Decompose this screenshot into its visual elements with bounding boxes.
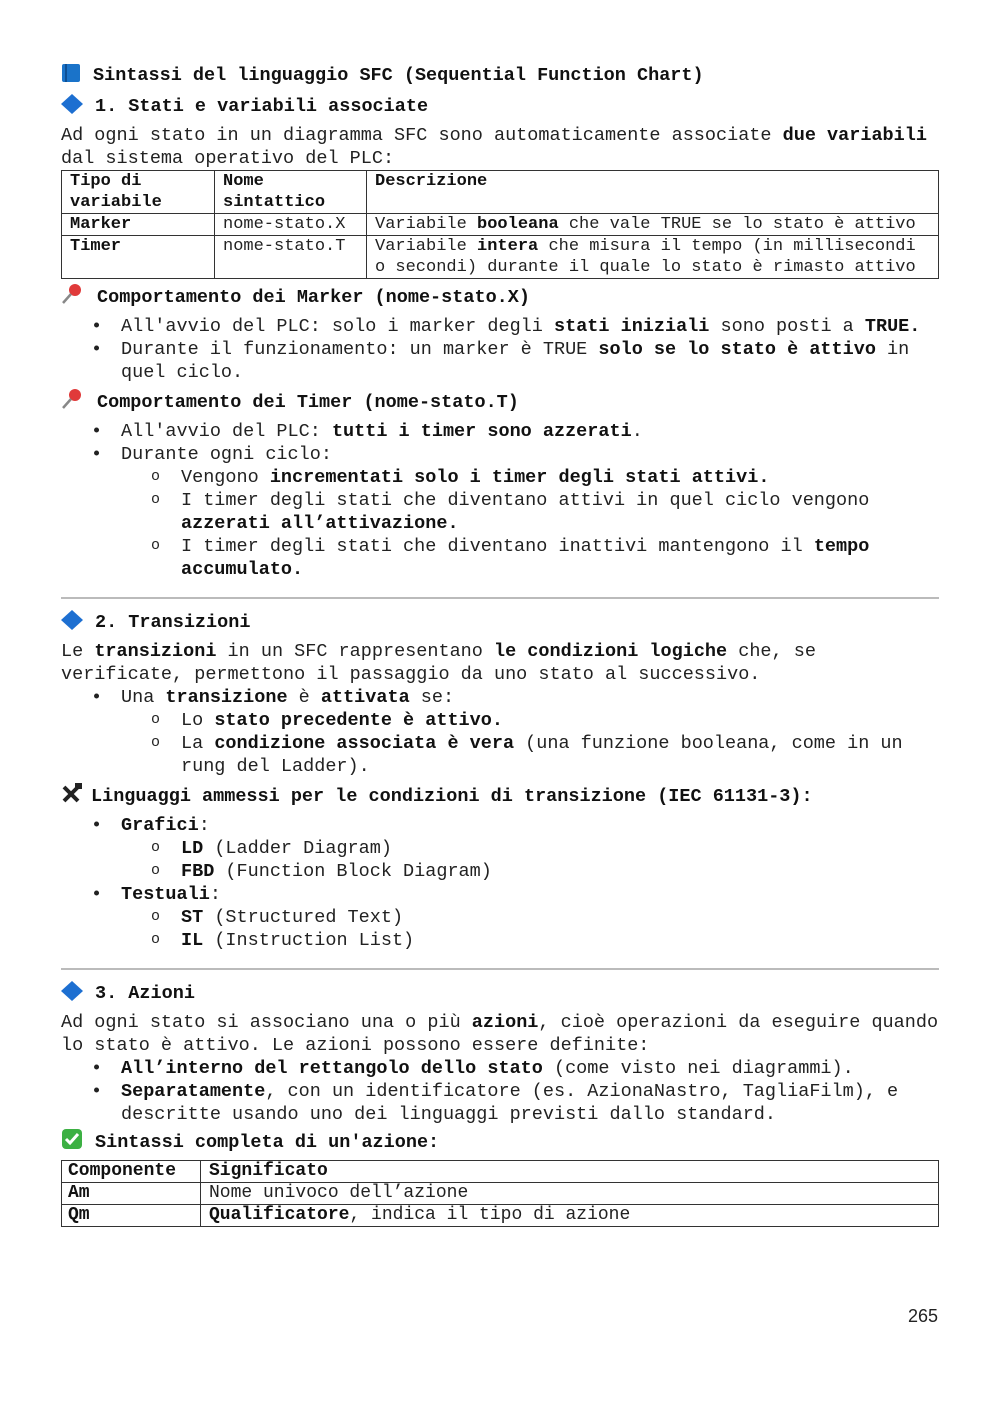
languages-heading: Linguaggi ammessi per le condizioni di transizione (IEC 61131-3):	[61, 782, 939, 814]
table-row	[62, 214, 939, 236]
document-page	[61, 62, 939, 1227]
blue-diamond-icon	[61, 610, 83, 640]
table-cell: Variabile booleana che vale TRUE se lo stato è attivo	[367, 214, 939, 236]
document-title: Sintassi del linguaggio SFC (Sequential Function Chart)	[61, 62, 939, 93]
section-2-intro: Le transizioni in un SFC rappresentano le condizioni logiche che, se verificate, permettono il passaggio da uno stato al successivo.	[61, 641, 816, 685]
list-item: • All'avvio del PLC: solo i marker degli stati iniziali sono posti a TRUE.	[61, 315, 939, 338]
list-item: o Lo stato precedente è attivo.	[61, 709, 939, 732]
list-item: • Durante il funzionamento: un marker è TRUE solo se lo stato è attivo in quel ciclo.	[61, 338, 939, 384]
section-2-heading: 2. Transizioni	[61, 609, 939, 640]
section-divider	[61, 968, 939, 970]
list-item: • Testuali: o ST (Structured Text) o IL (Instruction List)	[61, 883, 939, 952]
list-item: • All'avvio del PLC: tutti i timer sono azzerati.	[61, 420, 939, 443]
table-row	[62, 1183, 939, 1205]
table-header-row	[62, 1161, 939, 1183]
table-header-row	[62, 171, 939, 214]
table-header-cell: Componente	[62, 1161, 201, 1183]
list-item: o Vengono incrementati solo i timer degli stati attivi.	[61, 466, 939, 489]
pushpin-icon	[61, 388, 83, 420]
marker-behaviour-list	[61, 315, 939, 384]
tools-icon	[61, 782, 83, 814]
list-item: o FBD (Function Block Diagram)	[61, 860, 939, 883]
pushpin-icon	[61, 283, 83, 315]
action-syntax-table	[61, 1160, 939, 1227]
table-cell: Timer	[62, 236, 215, 279]
textual-languages-sublist	[121, 906, 939, 952]
table-cell: Am	[62, 1183, 201, 1205]
table-header-cell: Descrizione	[367, 171, 939, 214]
timer-cycle-sublist	[121, 466, 939, 581]
variables-table	[61, 170, 939, 279]
list-item: • Separatamente, con un identificatore (es. AzionaNastro, TagliaFilm), e descritte usando uno dei linguaggi previsti dallo standard.	[61, 1080, 939, 1126]
section-1-intro: Ad ogni stato in un diagramma SFC sono automaticamente associate due variabili dal sistema operativo del PLC:	[61, 125, 927, 169]
list-item: • Durante ogni ciclo: o Vengono incrementati solo i timer degli stati attivi. o I timer degli stati che diventano attivi in quel ciclo vengono azzerati all’attivazione. o I timer degli stati che diventano inattivi mantengono il tempo accumulato.	[61, 443, 939, 581]
table-cell: Marker	[62, 214, 215, 236]
transition-sublist	[121, 709, 939, 778]
blue-diamond-icon	[61, 981, 83, 1011]
section-1-heading: 1. Stati e variabili associate	[61, 93, 939, 124]
table-row	[62, 1205, 939, 1227]
table-row	[62, 236, 939, 279]
table-cell: nome-stato.T	[215, 236, 367, 279]
list-item: o La condizione associata è vera (una funzione booleana, come in un rung del Ladder).	[61, 732, 939, 778]
graphic-languages-sublist	[121, 837, 939, 883]
table-cell: Qm	[62, 1205, 201, 1227]
list-item: o I timer degli stati che diventano attivi in quel ciclo vengono azzerati all’attivazione.	[61, 489, 939, 535]
blue-diamond-icon	[61, 94, 83, 124]
section-3-heading: 3. Azioni	[61, 980, 939, 1011]
list-item: • Grafici: o LD (Ladder Diagram) o FBD (Function Block Diagram)	[61, 814, 939, 883]
table-cell: Qualificatore, indica il tipo di azione	[201, 1205, 939, 1227]
list-item: o ST (Structured Text)	[61, 906, 939, 929]
marker-behaviour-heading: Comportamento dei Marker (nome-stato.X)	[61, 283, 939, 315]
list-item: • Una transizione è attivata se: o Lo stato precedente è attivo. o La condizione associata è vera (una funzione booleana, come in un rung del Ladder).	[61, 686, 939, 778]
action-syntax-heading: Sintassi completa di un'azione:	[61, 1128, 939, 1160]
list-item: o LD (Ladder Diagram)	[61, 837, 939, 860]
book-icon	[61, 63, 81, 93]
table-header-cell: Nome sintattico	[215, 171, 367, 214]
page-number: 265	[907, 1306, 938, 1326]
timer-behaviour-list	[61, 420, 939, 581]
list-item: o I timer degli stati che diventano inattivi mantengono il tempo accumulato.	[61, 535, 939, 581]
actions-list	[61, 1057, 939, 1126]
timer-behaviour-heading: Comportamento dei Timer (nome-stato.T)	[61, 388, 939, 420]
check-mark-icon	[61, 1128, 83, 1160]
list-item: o IL (Instruction List)	[61, 929, 939, 952]
transition-list	[61, 686, 939, 778]
languages-list	[61, 814, 939, 952]
list-item: • All’interno del rettangolo dello stato (come visto nei diagrammi).	[61, 1057, 939, 1080]
table-header-cell: Tipo di variabile	[62, 171, 215, 214]
section-divider	[61, 597, 939, 599]
table-header-cell: Significato	[201, 1161, 939, 1183]
table-cell: Nome univoco dell’azione	[201, 1183, 939, 1205]
table-cell: Variabile intera che misura il tempo (in millisecondi o secondi) durante il quale lo stato è rimasto attivo	[367, 236, 939, 279]
table-cell: nome-stato.X	[215, 214, 367, 236]
section-3-intro: Ad ogni stato si associano una o più azioni, cioè operazioni da eseguire quando lo stato è attivo. Le azioni possono essere definite:	[61, 1012, 939, 1056]
